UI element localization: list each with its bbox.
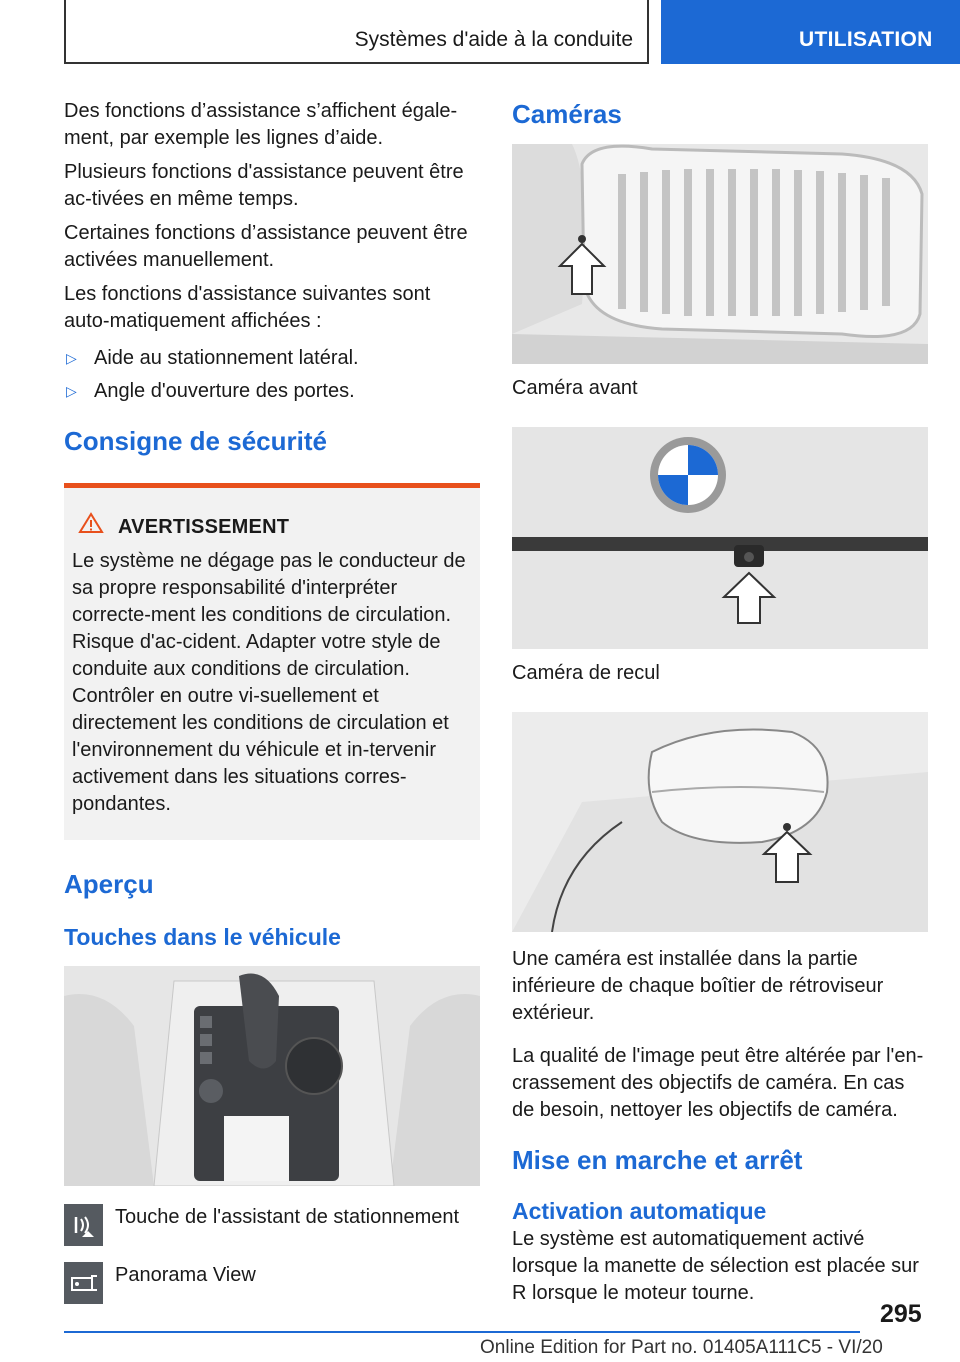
cameras-heading: Caméras [512, 99, 622, 129]
intro-paragraph-4: Les fonctions d'assistance suivantes sont auto-matiquement affichées : [64, 283, 431, 332]
auto-activation-heading: Activation automatique [512, 1198, 767, 1224]
warning-box [64, 483, 480, 840]
buttons-heading: Touches dans le véhicule [64, 924, 341, 950]
legend-label: Panorama View [115, 1264, 256, 1286]
warning-title: AVERTISSEMENT [118, 515, 290, 538]
header-chapter-title: UTILISATION [799, 28, 933, 51]
triangle-bullet-icon: ▷ [66, 350, 77, 366]
list-item-text: Aide au stationnement latéral. [94, 347, 359, 369]
right-column [512, 98, 928, 1307]
on-off-heading: Mise en marche et arrêt [512, 1145, 803, 1175]
legend-label: Touche de l'assistant de stationnement [115, 1206, 460, 1228]
auto-activation-text: Le système est automatiquement activé lorsque la manette de sélection est placée sur R lorsque le moteur tourne. [512, 1228, 919, 1304]
warning-triangle-icon [78, 512, 104, 542]
center-console-image [64, 966, 480, 1186]
list-item [64, 378, 480, 405]
park-assist-icon [64, 1204, 103, 1246]
safety-heading: Consigne de sécurité [64, 426, 327, 456]
header-chapter-tab [661, 0, 960, 64]
left-column [64, 98, 480, 1304]
warning-header [72, 512, 472, 542]
header-section-box [64, 0, 649, 64]
intro-paragraph-1: Des fonctions d’assistance s’affichent égale-ment, par exemple les lignes d’aide. [64, 100, 458, 149]
list-item-text: Angle d'ouverture des portes. [94, 380, 355, 402]
legend-row-panorama-view [64, 1262, 480, 1304]
header-section-title: Systèmes d'aide à la conduite [354, 28, 633, 51]
mirror-camera-text: Une caméra est installée dans la partie inférieure de chaque boîtier de rétroviseur extérieur. [512, 948, 884, 1024]
assist-list [64, 345, 480, 405]
edition-note: Online Edition for Part no. 01405A111C5 - VI/20 [480, 1337, 883, 1358]
list-item [64, 345, 480, 372]
footer-rule [64, 1331, 860, 1333]
panorama-view-icon [64, 1262, 103, 1304]
warning-text: Le système ne dégage pas le conducteur de sa propre responsabilité d'interpréter correcte-ment les conditions de circulation. Risque d'ac-cident. Adapter votre style de conduite aux conditions de circulation. Contrôler en outre vi-suellement et directement les conditions de circulation et l'environnement du véhicule et in-tervenir activement dans les situations corres-pondantes. [72, 550, 466, 815]
overview-heading: Aperçu [64, 869, 154, 899]
intro-paragraph-2: Plusieurs fonctions d'assistance peuvent être ac-tivées en même temps. [64, 161, 464, 210]
rear-camera-image [512, 427, 928, 649]
caption-rear-camera: Caméra de recul [512, 662, 660, 684]
page-number: 295 [880, 1300, 922, 1328]
legend-row-park-assist [64, 1204, 480, 1246]
front-camera-image [512, 144, 928, 364]
mirror-camera-image [512, 712, 928, 932]
intro-paragraph-3: Certaines fonctions d’assistance peuvent être activées manuellement. [64, 222, 468, 271]
image-quality-text: La qualité de l'image peut être altérée par l'en-crassement des objectifs de caméra. En cas de besoin, nettoyer les objectifs de caméra. [512, 1045, 924, 1121]
triangle-bullet-icon: ▷ [66, 383, 77, 399]
caption-front-camera: Caméra avant [512, 377, 638, 399]
